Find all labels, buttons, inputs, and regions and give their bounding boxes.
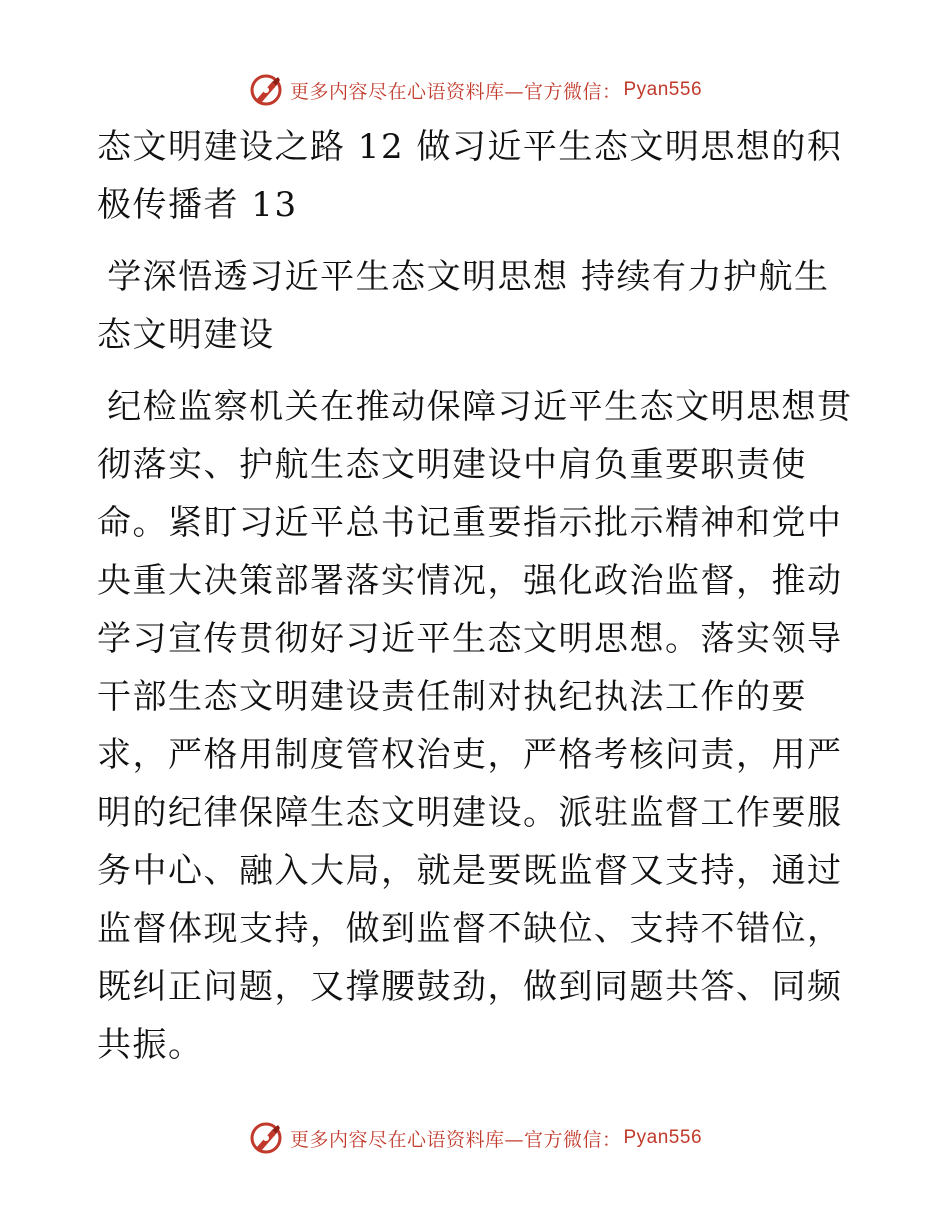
pen-logo-icon <box>248 72 284 108</box>
document-body <box>97 118 857 1074</box>
footer-wechat-id: Pyan556 <box>623 1127 703 1148</box>
header-banner-text: 更多内容尽在心语资料库—官方微信： <box>289 80 622 103</box>
header-wechat-id: Pyan556 <box>623 79 703 100</box>
header-banner <box>0 70 950 110</box>
footer-banner <box>0 1118 950 1158</box>
body-paragraph: 纪检监察机关在推动保障习近平生态文明思想贯彻落实、护航生态文明建设中肩负重要职责使命。紧盯习近平总书记重要指示批示精神和党中央重大决策部署落实情况，强化政治监督，推动学习宣传贯彻好习近平生态文明思想。落实领导干部生态文明建设责任制对执纪执法工作的要求，严格用制度管权治吏，严格考核问责，用严明的纪律保障生态文明建设。派驻监督工作要服务中心、融入大局，就是要既监督又支持，通过监督体现支持，做到监督不缺位、支持不错位，既纠正问题，又撑腰鼓劲，做到同题共答、同频共振。 <box>97 387 853 1065</box>
pen-logo-icon <box>248 1120 284 1156</box>
footer-banner-text: 更多内容尽在心语资料库—官方微信： <box>289 1128 622 1151</box>
section-title: 学深悟透习近平生态文明思想 持续有力护航生态文明建设 <box>97 257 830 355</box>
toc-continuation: 态文明建设之路 12 做习近平生态文明思想的积极传播者 13 <box>97 127 843 225</box>
